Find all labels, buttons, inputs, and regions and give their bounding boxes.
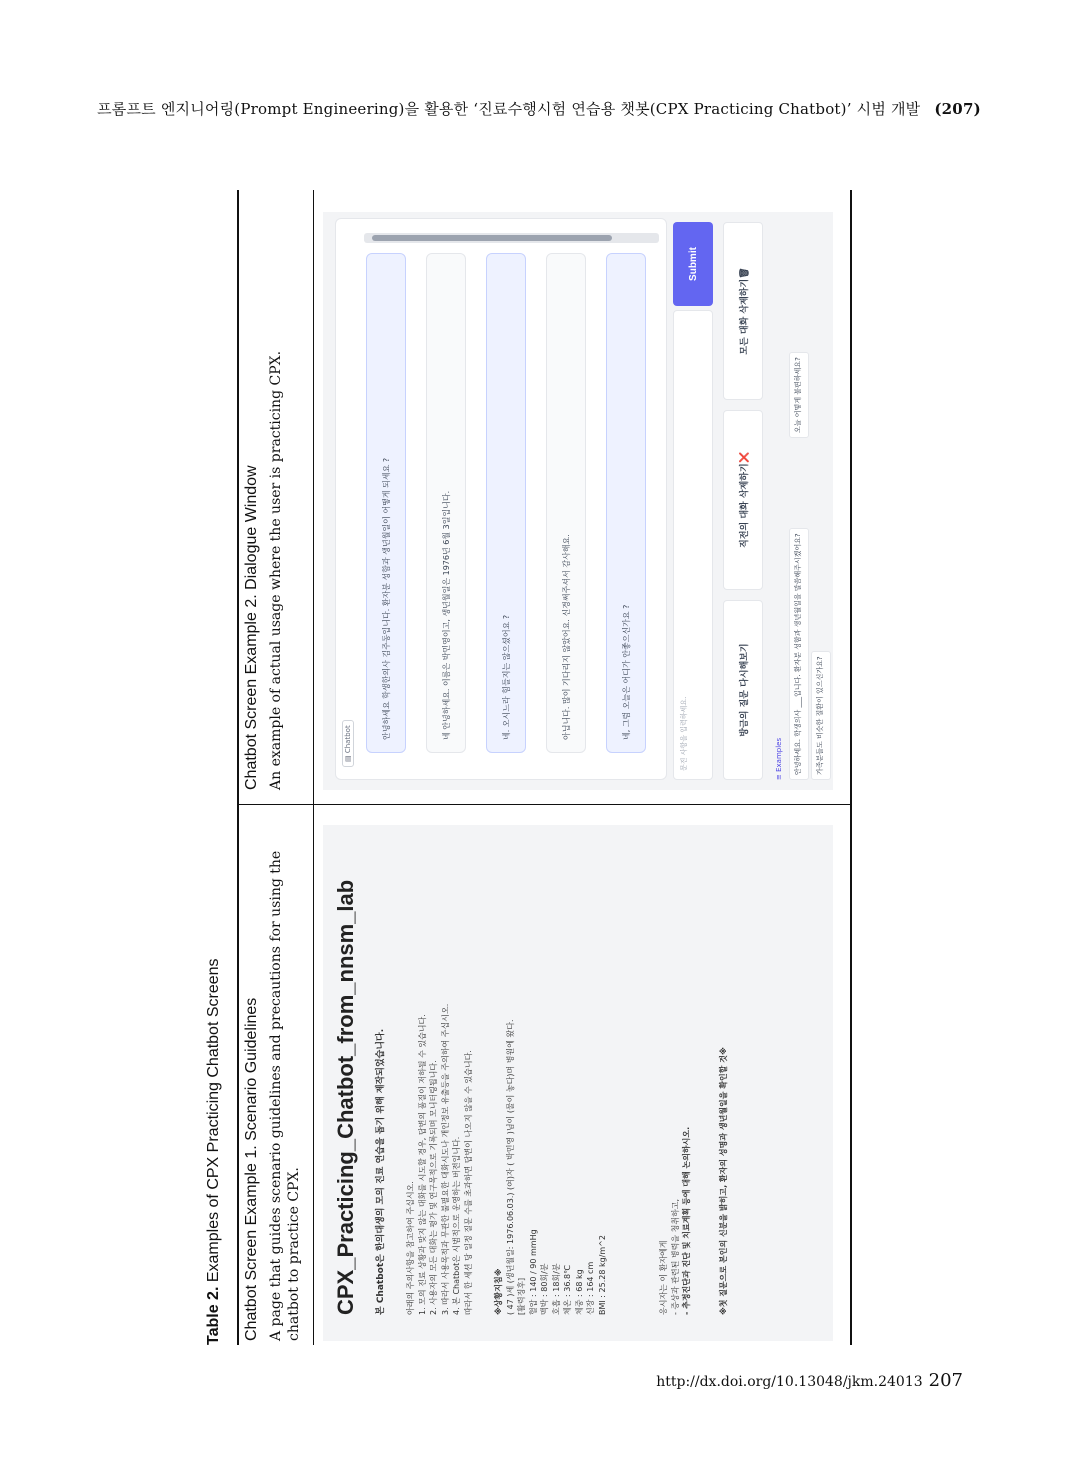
task-heading: 응시자는 이 환자에게 xyxy=(659,1240,668,1315)
chatbot-tag xyxy=(342,720,354,767)
delete-all-button[interactable]: 모든 대화 삭제하기🗑 xyxy=(723,222,763,400)
note-item: 따라서 한 세션 당 일정 질문 수를 초과하면 답변이 나오지 않을 수 있습니다. xyxy=(463,1050,473,1315)
table-top-rule xyxy=(237,190,239,1345)
table-bottom-rule xyxy=(850,190,852,1345)
note-item: 2. 사용자의 모든 대화는 평가 및 연구목적으로 기록되며 모니터링됩니다. xyxy=(429,1060,438,1315)
chat-icon: ▤ xyxy=(344,755,352,762)
examples-heading: ≡ Examples xyxy=(775,737,783,780)
guidelines-notes xyxy=(405,1004,474,1315)
guidelines-screenshot xyxy=(323,825,833,1341)
dialogue-screenshot xyxy=(323,212,833,790)
question-input[interactable]: 문진 사항을 입력하세요. xyxy=(673,310,713,780)
page-footer xyxy=(656,1370,963,1391)
column-2-description: An example of actual usage where the user is practicing CPX. xyxy=(268,350,284,790)
table-header-rule xyxy=(313,190,314,1345)
doi-link[interactable]: http://dx.doi.org/10.13048/jkm.24013 xyxy=(656,1374,923,1390)
vital-item: BMI : 25.28 kg/m^2 xyxy=(597,1235,607,1315)
chat-scrollbar[interactable] xyxy=(364,233,659,243)
note-item: 4. 본 Chatbot은 시범적으로 운영하는 버전입니다. xyxy=(452,1136,461,1315)
table-label: Table 2. xyxy=(205,1286,222,1345)
situation-text: ( 47 )세 (생년월일: 1976.06.03.) (여)자 ( 박민영 )님이 (물이 놓다)며 병원에 왔다. xyxy=(505,1019,515,1315)
final-note: ※첫 질문으로 본인의 신분을 밝히고, 환자의 성명과 생년월일을 확인할 것※ xyxy=(719,1047,728,1315)
submit-button[interactable]: Submit xyxy=(673,222,713,306)
example-prompt[interactable]: 가족분들도 비슷한 질환이 있으신가요? xyxy=(811,651,831,780)
table-caption-text: Examples of CPX Practicing Chatbot Screens xyxy=(205,958,222,1283)
vital-item: 맥박 : 80회/분 xyxy=(540,1263,549,1315)
example-prompt[interactable]: 오늘 어떻게 불편하세요? xyxy=(789,352,809,438)
note-item: 3. 따라서 사용목적과 무관한 불필요한 대화시도나 개인정보 유출등을 주의하여 주십시오. xyxy=(440,1003,450,1315)
page-number: 207 xyxy=(928,1370,963,1391)
vital-item: 혈압 : 140 / 90 mmHg xyxy=(528,1229,538,1315)
user-message: 네, 그럼 오늘은 어디가 안좋으신가요 ? xyxy=(606,253,646,753)
vital-item: 체중 : 68 kg xyxy=(574,1269,584,1315)
running-header xyxy=(0,98,1078,119)
vital-item: 호흡 : 18회/분 xyxy=(551,1263,561,1315)
user-message: 안녕하세요 학생한의사 김주동입니다. 환자분 성함과 생년월일이 어떻게 되세요 ? xyxy=(366,253,406,753)
column-2-title: Chatbot Screen Example 2. Dialogue Window xyxy=(243,465,260,790)
note-item: 1. 모의 진료 상황과 맞지 않는 대화를 시도할 경우, 답변의 품질이 저하될 수 있습니다. xyxy=(417,1014,427,1315)
bot-message: 네 안녕하세요. 이름은 박민영이고, 생년월일은 1976년 6월 3일입니다. xyxy=(426,253,466,753)
scrollbar-thumb[interactable] xyxy=(372,235,612,241)
column-1-description: A page that guides scenario guidelines and precautions for using the chatbot to practice CPX. xyxy=(268,850,302,1341)
situation-section xyxy=(493,1019,608,1315)
chatbot-tag-label: Chatbot xyxy=(344,725,352,754)
vital-item: 체온 : 36.8℃ xyxy=(563,1264,572,1315)
guidelines-title: CPX_Practicing_Chatbot_from_nnsm_lab xyxy=(333,879,358,1315)
column-1-title: Chatbot Screen Example 1. Scenario Guidelines xyxy=(243,997,260,1341)
running-header-page: (207) xyxy=(934,100,981,118)
table-caption xyxy=(205,958,223,1345)
retry-question-button[interactable]: 방금의 질문 다시해보기 xyxy=(723,600,763,780)
user-message: 네. 오시느라 힘들지는 않으셨어요 ? xyxy=(486,253,526,753)
situation-heading: ※상황지침※ xyxy=(494,1268,503,1315)
column-separator xyxy=(237,804,850,805)
notes-heading: 아래의 주의사항을 참고하여 주십시오. xyxy=(406,1181,415,1315)
vitals-heading: [활력징후] xyxy=(517,1277,526,1315)
guidelines-intro: 본 Chatbot은 한의대생의 모의 진료 연습을 돕기 위해 제작되었습니다. xyxy=(376,1028,386,1315)
example-prompt[interactable]: 안녕하세요. 학생의사 ___입니다. 환자분 성함과 생년월일을 말씀해주시겠어요? xyxy=(789,528,809,780)
task-item: - 추정진단과 진단 및 치료계획 등에 대해 논의하시오. xyxy=(682,1126,691,1315)
task-section xyxy=(658,1127,693,1315)
chat-history xyxy=(335,218,667,780)
vital-item: 신장 : 164 cm xyxy=(586,1261,595,1315)
task-item: - 증상과 관련된 병력을 청취하고, xyxy=(670,1198,680,1315)
delete-last-button[interactable]: 직전의 대화 삭제하기❌ xyxy=(723,410,763,590)
running-header-title: 프롬프트 엔지니어링(Prompt Engineering)을 활용한 ‘진료수행시험 연습용 챗봇(CPX Practicing Chatbot)’ 시범 개발 xyxy=(97,100,921,118)
rotated-table xyxy=(205,190,855,1345)
bot-message: 아닙니다. 많이 기다리지 않았어요. 신경써주셔서 감사해요. xyxy=(546,253,586,753)
